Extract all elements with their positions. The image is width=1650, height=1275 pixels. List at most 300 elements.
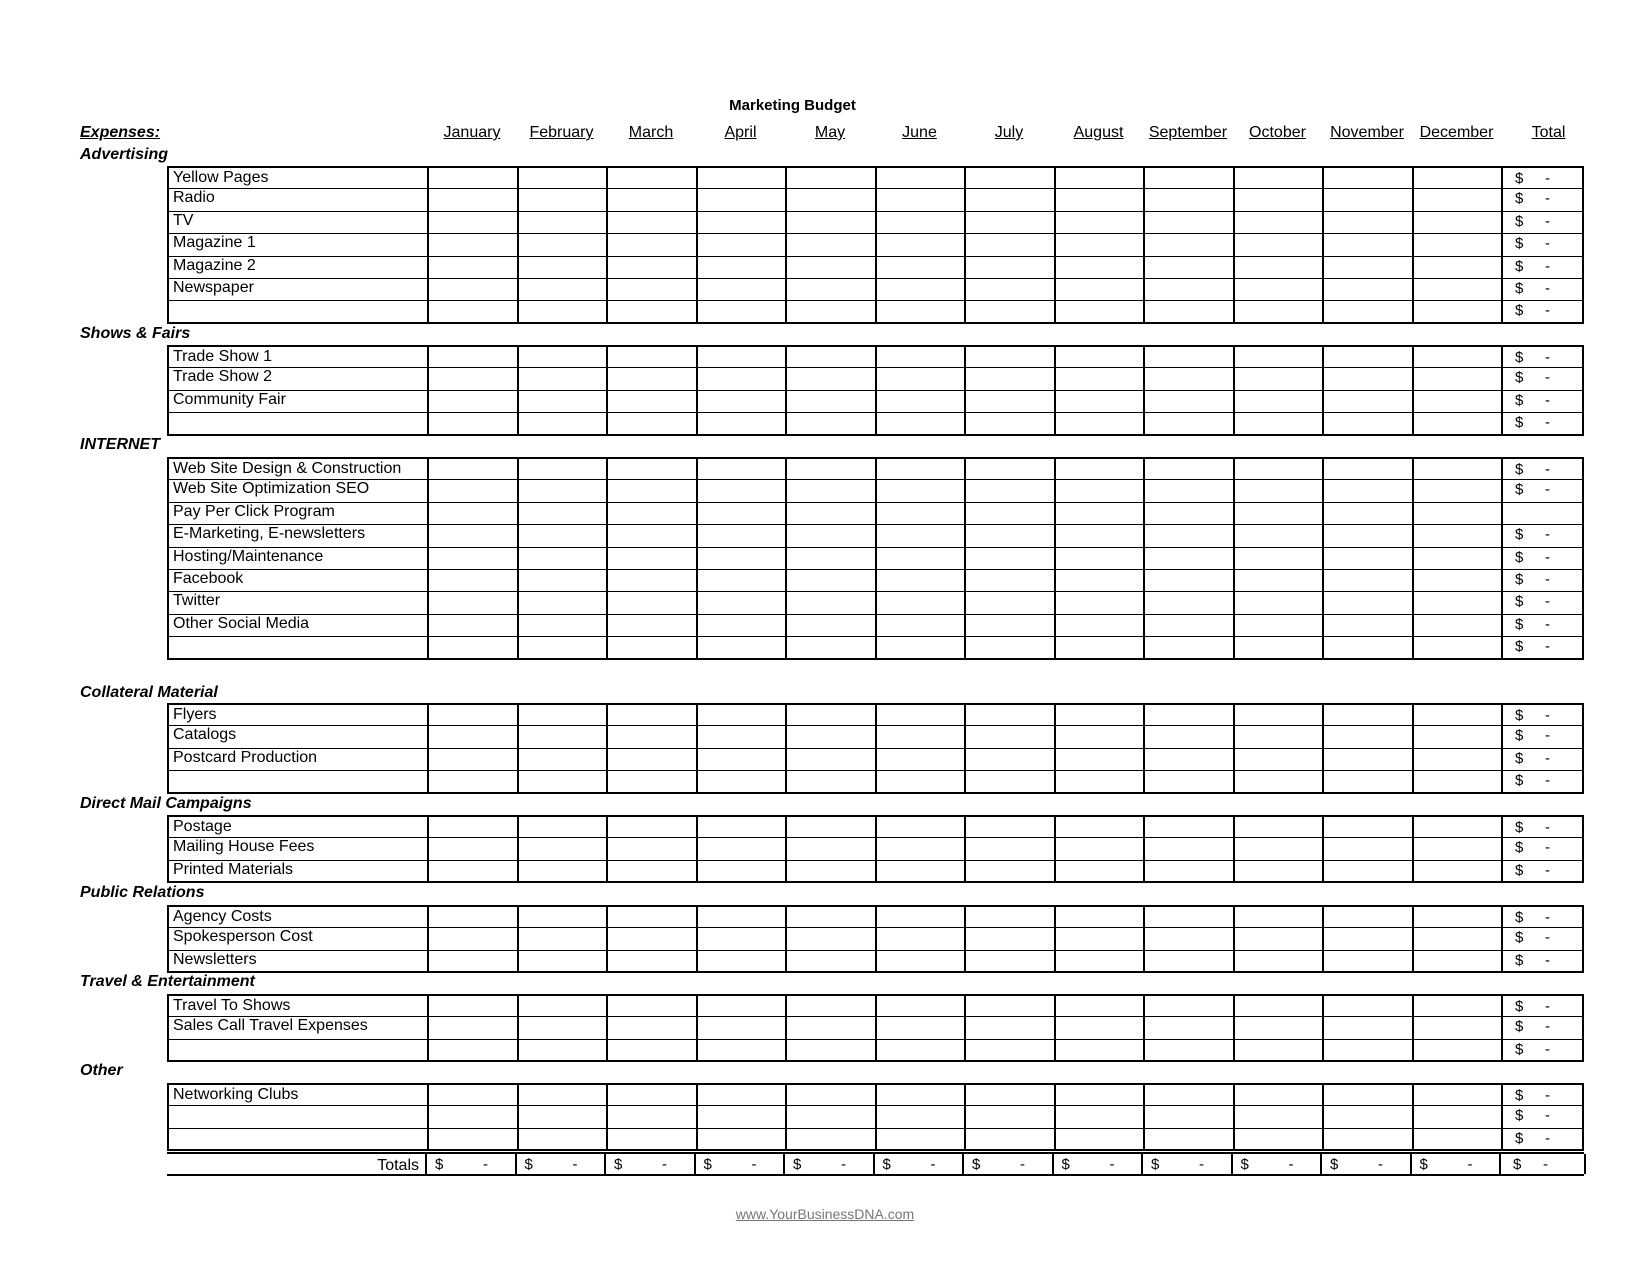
month-cell-may[interactable] xyxy=(785,591,875,613)
month-cell-february[interactable] xyxy=(517,1105,607,1127)
month-cell-march[interactable] xyxy=(606,636,696,657)
month-cell-may[interactable] xyxy=(785,1016,875,1038)
month-cell-march[interactable] xyxy=(606,168,696,188)
month-cell-january[interactable] xyxy=(427,459,517,479)
month-cell-february[interactable] xyxy=(517,459,607,479)
month-cell-march[interactable] xyxy=(606,367,696,389)
month-cell-june[interactable] xyxy=(875,233,965,255)
month-cell-october[interactable] xyxy=(1233,547,1323,569)
month-cell-july[interactable] xyxy=(964,725,1054,747)
month-cell-november[interactable] xyxy=(1322,591,1412,613)
month-cell-december[interactable] xyxy=(1412,705,1502,725)
month-cell-august[interactable] xyxy=(1054,569,1144,591)
footer-link[interactable]: www.YourBusinessDNA.com xyxy=(735,1206,915,1222)
month-cell-september[interactable] xyxy=(1143,367,1233,389)
month-cell-september[interactable] xyxy=(1143,591,1233,613)
month-cell-december[interactable] xyxy=(1412,547,1502,569)
month-cell-february[interactable] xyxy=(517,278,607,300)
month-cell-june[interactable] xyxy=(875,1016,965,1038)
month-cell-october[interactable] xyxy=(1233,188,1323,210)
month-cell-march[interactable] xyxy=(606,412,696,433)
month-cell-november[interactable] xyxy=(1322,479,1412,501)
month-cell-july[interactable] xyxy=(964,1016,1054,1038)
month-cell-may[interactable] xyxy=(785,256,875,278)
month-cell-march[interactable] xyxy=(606,547,696,569)
month-cell-june[interactable] xyxy=(875,1128,965,1149)
month-cell-november[interactable] xyxy=(1322,1016,1412,1038)
month-cell-october[interactable] xyxy=(1233,1085,1323,1105)
month-cell-december[interactable] xyxy=(1412,614,1502,636)
month-cell-september[interactable] xyxy=(1143,705,1233,725)
month-cell-august[interactable] xyxy=(1054,950,1144,971)
month-cell-december[interactable] xyxy=(1412,725,1502,747)
month-cell-april[interactable] xyxy=(696,412,786,433)
month-cell-august[interactable] xyxy=(1054,278,1144,300)
month-cell-july[interactable] xyxy=(964,748,1054,770)
month-cell-may[interactable] xyxy=(785,300,875,321)
month-cell-february[interactable] xyxy=(517,1085,607,1105)
month-cell-june[interactable] xyxy=(875,636,965,657)
month-cell-august[interactable] xyxy=(1054,524,1144,546)
month-cell-february[interactable] xyxy=(517,907,607,927)
month-cell-july[interactable] xyxy=(964,907,1054,927)
month-cell-january[interactable] xyxy=(427,705,517,725)
month-cell-may[interactable] xyxy=(785,1085,875,1105)
month-cell-december[interactable] xyxy=(1412,502,1502,524)
month-cell-july[interactable] xyxy=(964,459,1054,479)
month-cell-december[interactable] xyxy=(1412,233,1502,255)
month-cell-august[interactable] xyxy=(1054,1128,1144,1149)
month-cell-january[interactable] xyxy=(427,347,517,367)
month-cell-december[interactable] xyxy=(1412,817,1502,837)
month-cell-december[interactable] xyxy=(1412,860,1502,881)
month-cell-november[interactable] xyxy=(1322,1105,1412,1127)
month-cell-april[interactable] xyxy=(696,860,786,881)
month-cell-july[interactable] xyxy=(964,1039,1054,1060)
month-cell-august[interactable] xyxy=(1054,459,1144,479)
month-cell-august[interactable] xyxy=(1054,188,1144,210)
month-cell-may[interactable] xyxy=(785,1105,875,1127)
month-cell-december[interactable] xyxy=(1412,748,1502,770)
month-cell-june[interactable] xyxy=(875,770,965,791)
month-cell-february[interactable] xyxy=(517,996,607,1016)
month-cell-july[interactable] xyxy=(964,996,1054,1016)
month-cell-october[interactable] xyxy=(1233,1016,1323,1038)
month-cell-may[interactable] xyxy=(785,233,875,255)
month-cell-february[interactable] xyxy=(517,927,607,949)
month-cell-june[interactable] xyxy=(875,907,965,927)
month-cell-october[interactable] xyxy=(1233,748,1323,770)
month-cell-may[interactable] xyxy=(785,1039,875,1060)
month-cell-september[interactable] xyxy=(1143,569,1233,591)
month-cell-february[interactable] xyxy=(517,188,607,210)
month-cell-october[interactable] xyxy=(1233,1039,1323,1060)
month-cell-may[interactable] xyxy=(785,188,875,210)
month-cell-november[interactable] xyxy=(1322,614,1412,636)
month-cell-november[interactable] xyxy=(1322,636,1412,657)
month-cell-october[interactable] xyxy=(1233,837,1323,859)
month-cell-september[interactable] xyxy=(1143,1039,1233,1060)
month-cell-october[interactable] xyxy=(1233,636,1323,657)
month-cell-november[interactable] xyxy=(1322,1039,1412,1060)
month-cell-june[interactable] xyxy=(875,412,965,433)
month-cell-august[interactable] xyxy=(1054,412,1144,433)
month-cell-november[interactable] xyxy=(1322,770,1412,791)
month-cell-april[interactable] xyxy=(696,837,786,859)
month-cell-january[interactable] xyxy=(427,614,517,636)
month-cell-may[interactable] xyxy=(785,907,875,927)
month-cell-march[interactable] xyxy=(606,347,696,367)
month-cell-february[interactable] xyxy=(517,705,607,725)
month-cell-july[interactable] xyxy=(964,614,1054,636)
month-cell-december[interactable] xyxy=(1412,927,1502,949)
month-cell-october[interactable] xyxy=(1233,278,1323,300)
month-cell-march[interactable] xyxy=(606,907,696,927)
month-cell-january[interactable] xyxy=(427,211,517,233)
month-cell-february[interactable] xyxy=(517,725,607,747)
month-cell-june[interactable] xyxy=(875,347,965,367)
month-cell-january[interactable] xyxy=(427,927,517,949)
month-cell-november[interactable] xyxy=(1322,860,1412,881)
month-cell-september[interactable] xyxy=(1143,233,1233,255)
month-cell-december[interactable] xyxy=(1412,347,1502,367)
month-cell-february[interactable] xyxy=(517,233,607,255)
month-cell-april[interactable] xyxy=(696,907,786,927)
month-cell-august[interactable] xyxy=(1054,1105,1144,1127)
month-cell-november[interactable] xyxy=(1322,1128,1412,1149)
month-cell-february[interactable] xyxy=(517,770,607,791)
month-cell-november[interactable] xyxy=(1322,569,1412,591)
month-cell-april[interactable] xyxy=(696,1039,786,1060)
month-cell-march[interactable] xyxy=(606,278,696,300)
month-cell-april[interactable] xyxy=(696,256,786,278)
month-cell-march[interactable] xyxy=(606,479,696,501)
month-cell-july[interactable] xyxy=(964,479,1054,501)
month-cell-january[interactable] xyxy=(427,188,517,210)
month-cell-august[interactable] xyxy=(1054,1016,1144,1038)
month-cell-july[interactable] xyxy=(964,1128,1054,1149)
month-cell-september[interactable] xyxy=(1143,860,1233,881)
month-cell-may[interactable] xyxy=(785,636,875,657)
month-cell-october[interactable] xyxy=(1233,591,1323,613)
month-cell-february[interactable] xyxy=(517,614,607,636)
month-cell-january[interactable] xyxy=(427,1039,517,1060)
month-cell-december[interactable] xyxy=(1412,1105,1502,1127)
month-cell-june[interactable] xyxy=(875,927,965,949)
month-cell-november[interactable] xyxy=(1322,927,1412,949)
month-cell-september[interactable] xyxy=(1143,770,1233,791)
month-cell-january[interactable] xyxy=(427,278,517,300)
month-cell-february[interactable] xyxy=(517,300,607,321)
month-cell-october[interactable] xyxy=(1233,459,1323,479)
month-cell-april[interactable] xyxy=(696,1016,786,1038)
month-cell-may[interactable] xyxy=(785,1128,875,1149)
month-cell-september[interactable] xyxy=(1143,1016,1233,1038)
month-cell-april[interactable] xyxy=(696,459,786,479)
month-cell-january[interactable] xyxy=(427,817,517,837)
month-cell-april[interactable] xyxy=(696,479,786,501)
month-cell-january[interactable] xyxy=(427,770,517,791)
month-cell-september[interactable] xyxy=(1143,300,1233,321)
month-cell-october[interactable] xyxy=(1233,725,1323,747)
month-cell-march[interactable] xyxy=(606,927,696,949)
month-cell-october[interactable] xyxy=(1233,300,1323,321)
month-cell-july[interactable] xyxy=(964,705,1054,725)
month-cell-march[interactable] xyxy=(606,817,696,837)
month-cell-april[interactable] xyxy=(696,927,786,949)
month-cell-february[interactable] xyxy=(517,390,607,412)
month-cell-july[interactable] xyxy=(964,927,1054,949)
month-cell-november[interactable] xyxy=(1322,817,1412,837)
month-cell-february[interactable] xyxy=(517,837,607,859)
month-cell-april[interactable] xyxy=(696,725,786,747)
month-cell-november[interactable] xyxy=(1322,211,1412,233)
month-cell-march[interactable] xyxy=(606,256,696,278)
month-cell-september[interactable] xyxy=(1143,996,1233,1016)
month-cell-july[interactable] xyxy=(964,211,1054,233)
month-cell-march[interactable] xyxy=(606,1105,696,1127)
month-cell-july[interactable] xyxy=(964,233,1054,255)
month-cell-april[interactable] xyxy=(696,524,786,546)
month-cell-may[interactable] xyxy=(785,817,875,837)
month-cell-september[interactable] xyxy=(1143,636,1233,657)
month-cell-august[interactable] xyxy=(1054,390,1144,412)
month-cell-december[interactable] xyxy=(1412,412,1502,433)
month-cell-december[interactable] xyxy=(1412,591,1502,613)
month-cell-may[interactable] xyxy=(785,927,875,949)
month-cell-may[interactable] xyxy=(785,614,875,636)
month-cell-october[interactable] xyxy=(1233,168,1323,188)
month-cell-july[interactable] xyxy=(964,1085,1054,1105)
month-cell-august[interactable] xyxy=(1054,927,1144,949)
month-cell-june[interactable] xyxy=(875,705,965,725)
month-cell-march[interactable] xyxy=(606,1085,696,1105)
month-cell-may[interactable] xyxy=(785,502,875,524)
month-cell-november[interactable] xyxy=(1322,837,1412,859)
month-cell-april[interactable] xyxy=(696,770,786,791)
month-cell-november[interactable] xyxy=(1322,188,1412,210)
month-cell-august[interactable] xyxy=(1054,725,1144,747)
month-cell-august[interactable] xyxy=(1054,347,1144,367)
month-cell-may[interactable] xyxy=(785,950,875,971)
month-cell-january[interactable] xyxy=(427,950,517,971)
month-cell-september[interactable] xyxy=(1143,459,1233,479)
month-cell-august[interactable] xyxy=(1054,367,1144,389)
month-cell-december[interactable] xyxy=(1412,996,1502,1016)
month-cell-june[interactable] xyxy=(875,591,965,613)
month-cell-december[interactable] xyxy=(1412,1128,1502,1149)
month-cell-october[interactable] xyxy=(1233,412,1323,433)
month-cell-november[interactable] xyxy=(1322,347,1412,367)
month-cell-july[interactable] xyxy=(964,367,1054,389)
month-cell-november[interactable] xyxy=(1322,524,1412,546)
month-cell-december[interactable] xyxy=(1412,188,1502,210)
month-cell-december[interactable] xyxy=(1412,256,1502,278)
month-cell-march[interactable] xyxy=(606,502,696,524)
month-cell-march[interactable] xyxy=(606,233,696,255)
month-cell-december[interactable] xyxy=(1412,950,1502,971)
month-cell-february[interactable] xyxy=(517,412,607,433)
month-cell-november[interactable] xyxy=(1322,705,1412,725)
month-cell-january[interactable] xyxy=(427,479,517,501)
month-cell-november[interactable] xyxy=(1322,412,1412,433)
month-cell-august[interactable] xyxy=(1054,479,1144,501)
month-cell-december[interactable] xyxy=(1412,367,1502,389)
month-cell-may[interactable] xyxy=(785,770,875,791)
month-cell-march[interactable] xyxy=(606,300,696,321)
month-cell-april[interactable] xyxy=(696,636,786,657)
month-cell-january[interactable] xyxy=(427,1105,517,1127)
month-cell-august[interactable] xyxy=(1054,1039,1144,1060)
month-cell-april[interactable] xyxy=(696,569,786,591)
month-cell-april[interactable] xyxy=(696,614,786,636)
month-cell-october[interactable] xyxy=(1233,569,1323,591)
month-cell-november[interactable] xyxy=(1322,996,1412,1016)
month-cell-may[interactable] xyxy=(785,705,875,725)
month-cell-august[interactable] xyxy=(1054,748,1144,770)
month-cell-january[interactable] xyxy=(427,524,517,546)
month-cell-january[interactable] xyxy=(427,1128,517,1149)
month-cell-march[interactable] xyxy=(606,188,696,210)
month-cell-january[interactable] xyxy=(427,233,517,255)
month-cell-may[interactable] xyxy=(785,996,875,1016)
month-cell-september[interactable] xyxy=(1143,479,1233,501)
month-cell-may[interactable] xyxy=(785,168,875,188)
month-cell-february[interactable] xyxy=(517,591,607,613)
month-cell-march[interactable] xyxy=(606,748,696,770)
month-cell-october[interactable] xyxy=(1233,233,1323,255)
month-cell-december[interactable] xyxy=(1412,300,1502,321)
month-cell-november[interactable] xyxy=(1322,950,1412,971)
month-cell-december[interactable] xyxy=(1412,1039,1502,1060)
month-cell-september[interactable] xyxy=(1143,524,1233,546)
month-cell-april[interactable] xyxy=(696,996,786,1016)
month-cell-april[interactable] xyxy=(696,300,786,321)
month-cell-november[interactable] xyxy=(1322,233,1412,255)
month-cell-october[interactable] xyxy=(1233,860,1323,881)
month-cell-may[interactable] xyxy=(785,524,875,546)
month-cell-august[interactable] xyxy=(1054,860,1144,881)
month-cell-august[interactable] xyxy=(1054,591,1144,613)
month-cell-november[interactable] xyxy=(1322,502,1412,524)
month-cell-july[interactable] xyxy=(964,860,1054,881)
month-cell-march[interactable] xyxy=(606,950,696,971)
month-cell-may[interactable] xyxy=(785,412,875,433)
month-cell-april[interactable] xyxy=(696,211,786,233)
month-cell-march[interactable] xyxy=(606,1016,696,1038)
month-cell-january[interactable] xyxy=(427,168,517,188)
month-cell-may[interactable] xyxy=(785,860,875,881)
month-cell-october[interactable] xyxy=(1233,705,1323,725)
month-cell-may[interactable] xyxy=(785,459,875,479)
month-cell-september[interactable] xyxy=(1143,907,1233,927)
month-cell-january[interactable] xyxy=(427,996,517,1016)
month-cell-january[interactable] xyxy=(427,412,517,433)
month-cell-october[interactable] xyxy=(1233,524,1323,546)
month-cell-january[interactable] xyxy=(427,256,517,278)
month-cell-december[interactable] xyxy=(1412,479,1502,501)
month-cell-may[interactable] xyxy=(785,278,875,300)
month-cell-december[interactable] xyxy=(1412,636,1502,657)
month-cell-september[interactable] xyxy=(1143,748,1233,770)
month-cell-november[interactable] xyxy=(1322,1085,1412,1105)
month-cell-may[interactable] xyxy=(785,347,875,367)
month-cell-august[interactable] xyxy=(1054,502,1144,524)
month-cell-july[interactable] xyxy=(964,770,1054,791)
month-cell-december[interactable] xyxy=(1412,1016,1502,1038)
month-cell-august[interactable] xyxy=(1054,705,1144,725)
month-cell-december[interactable] xyxy=(1412,278,1502,300)
month-cell-october[interactable] xyxy=(1233,211,1323,233)
month-cell-march[interactable] xyxy=(606,1128,696,1149)
month-cell-september[interactable] xyxy=(1143,817,1233,837)
month-cell-september[interactable] xyxy=(1143,547,1233,569)
month-cell-september[interactable] xyxy=(1143,168,1233,188)
month-cell-october[interactable] xyxy=(1233,479,1323,501)
month-cell-july[interactable] xyxy=(964,524,1054,546)
month-cell-december[interactable] xyxy=(1412,524,1502,546)
month-cell-may[interactable] xyxy=(785,569,875,591)
month-cell-november[interactable] xyxy=(1322,725,1412,747)
month-cell-june[interactable] xyxy=(875,837,965,859)
month-cell-august[interactable] xyxy=(1054,233,1144,255)
month-cell-march[interactable] xyxy=(606,211,696,233)
month-cell-june[interactable] xyxy=(875,1085,965,1105)
month-cell-may[interactable] xyxy=(785,748,875,770)
month-cell-april[interactable] xyxy=(696,390,786,412)
month-cell-september[interactable] xyxy=(1143,211,1233,233)
month-cell-june[interactable] xyxy=(875,996,965,1016)
month-cell-february[interactable] xyxy=(517,502,607,524)
month-cell-march[interactable] xyxy=(606,860,696,881)
month-cell-april[interactable] xyxy=(696,817,786,837)
month-cell-february[interactable] xyxy=(517,347,607,367)
month-cell-june[interactable] xyxy=(875,168,965,188)
month-cell-march[interactable] xyxy=(606,390,696,412)
month-cell-october[interactable] xyxy=(1233,950,1323,971)
month-cell-january[interactable] xyxy=(427,300,517,321)
month-cell-november[interactable] xyxy=(1322,907,1412,927)
month-cell-september[interactable] xyxy=(1143,837,1233,859)
month-cell-june[interactable] xyxy=(875,614,965,636)
month-cell-april[interactable] xyxy=(696,278,786,300)
month-cell-march[interactable] xyxy=(606,725,696,747)
month-cell-january[interactable] xyxy=(427,502,517,524)
month-cell-july[interactable] xyxy=(964,347,1054,367)
month-cell-november[interactable] xyxy=(1322,390,1412,412)
month-cell-january[interactable] xyxy=(427,725,517,747)
month-cell-october[interactable] xyxy=(1233,996,1323,1016)
month-cell-april[interactable] xyxy=(696,1085,786,1105)
month-cell-march[interactable] xyxy=(606,591,696,613)
month-cell-july[interactable] xyxy=(964,547,1054,569)
month-cell-january[interactable] xyxy=(427,390,517,412)
month-cell-february[interactable] xyxy=(517,1016,607,1038)
month-cell-march[interactable] xyxy=(606,569,696,591)
month-cell-august[interactable] xyxy=(1054,547,1144,569)
month-cell-october[interactable] xyxy=(1233,347,1323,367)
month-cell-june[interactable] xyxy=(875,950,965,971)
month-cell-october[interactable] xyxy=(1233,256,1323,278)
month-cell-may[interactable] xyxy=(785,211,875,233)
month-cell-january[interactable] xyxy=(427,860,517,881)
month-cell-june[interactable] xyxy=(875,390,965,412)
month-cell-september[interactable] xyxy=(1143,347,1233,367)
month-cell-april[interactable] xyxy=(696,347,786,367)
month-cell-september[interactable] xyxy=(1143,390,1233,412)
month-cell-november[interactable] xyxy=(1322,547,1412,569)
month-cell-april[interactable] xyxy=(696,950,786,971)
